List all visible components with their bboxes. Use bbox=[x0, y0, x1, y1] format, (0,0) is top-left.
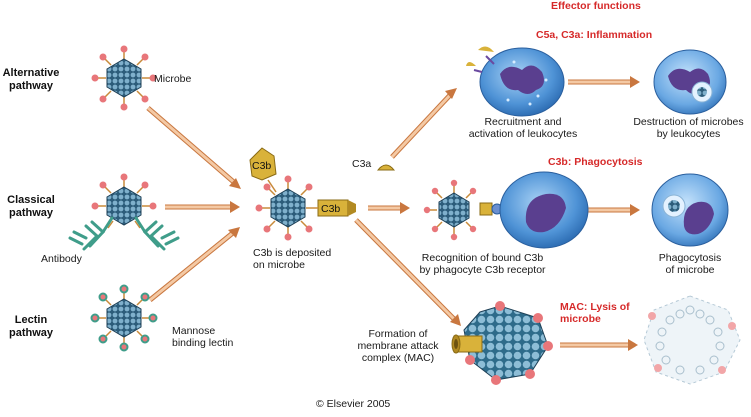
c3a-receptor-2 bbox=[466, 62, 482, 72]
arrow-alternative-to-center bbox=[148, 108, 241, 189]
c3b-fragment-top bbox=[250, 148, 276, 192]
microbe-label: Microbe bbox=[154, 73, 192, 85]
mannose-label: Mannose binding lectin bbox=[172, 325, 234, 349]
phagocyte bbox=[500, 172, 588, 248]
mac-formation-label: Formation of membrane attack complex (MAC) bbox=[357, 328, 439, 364]
leukocyte-recruited bbox=[466, 46, 564, 116]
arrow-classical-to-center bbox=[165, 201, 240, 213]
arrow-phagocytosis-right bbox=[588, 204, 640, 216]
lysis-effect: MAC: Lysis of microbe bbox=[560, 301, 630, 325]
microbe-recognized bbox=[424, 180, 476, 240]
phagocytosis-label: Phagocytosis of microbe bbox=[658, 252, 722, 276]
microbe-center bbox=[256, 176, 313, 241]
c3b-fragment-right bbox=[306, 200, 356, 216]
c3a-receptor-1 bbox=[478, 46, 494, 64]
leukocyte-destroying bbox=[654, 50, 726, 114]
antibody-label: Antibody bbox=[41, 253, 82, 265]
arrow-lysis-right bbox=[560, 339, 638, 351]
recognition-label: Recognition of bound C3b by phagocyte C3b receptor bbox=[419, 252, 546, 276]
inflammation-effect: C5a, C3a: Inflammation bbox=[536, 29, 653, 41]
classical-pathway-label: Classical pathway bbox=[7, 194, 55, 219]
arrow-to-recognition bbox=[368, 202, 410, 214]
effector-functions-title: Effector functions bbox=[551, 0, 641, 12]
c3a-fragment bbox=[378, 165, 394, 170]
copyright: © Elsevier 2005 bbox=[316, 398, 391, 410]
c3b-deposited-label: C3b is deposited on microbe bbox=[253, 247, 332, 271]
destruction-label: Destruction of microbes by leukocytes bbox=[633, 116, 744, 140]
lysed-microbe bbox=[644, 296, 740, 384]
mac-microbe bbox=[452, 301, 553, 385]
antibody-left bbox=[70, 218, 112, 249]
lectin-pathway-label: Lectin pathway bbox=[8, 314, 53, 339]
recruitment-label: Recruitment and activation of leukocytes bbox=[468, 116, 578, 140]
microbe-lectin bbox=[92, 286, 157, 351]
phagocyte-engulfing bbox=[652, 174, 728, 246]
c3b-receptor-bound bbox=[480, 203, 502, 215]
phagocytosis-effect: C3b: Phagocytosis bbox=[548, 156, 643, 168]
c3b-top-label: C3b bbox=[252, 160, 272, 172]
c3b-right-label: C3b bbox=[321, 203, 341, 215]
mac-pore bbox=[452, 335, 482, 353]
microbe-alternative bbox=[92, 46, 157, 111]
microbe-classical bbox=[92, 174, 157, 229]
arrow-inflammation-right bbox=[568, 76, 640, 88]
alternative-pathway-label: Alternative pathway bbox=[2, 67, 60, 92]
antibody-right bbox=[136, 218, 178, 249]
c3a-label: C3a bbox=[352, 158, 372, 170]
